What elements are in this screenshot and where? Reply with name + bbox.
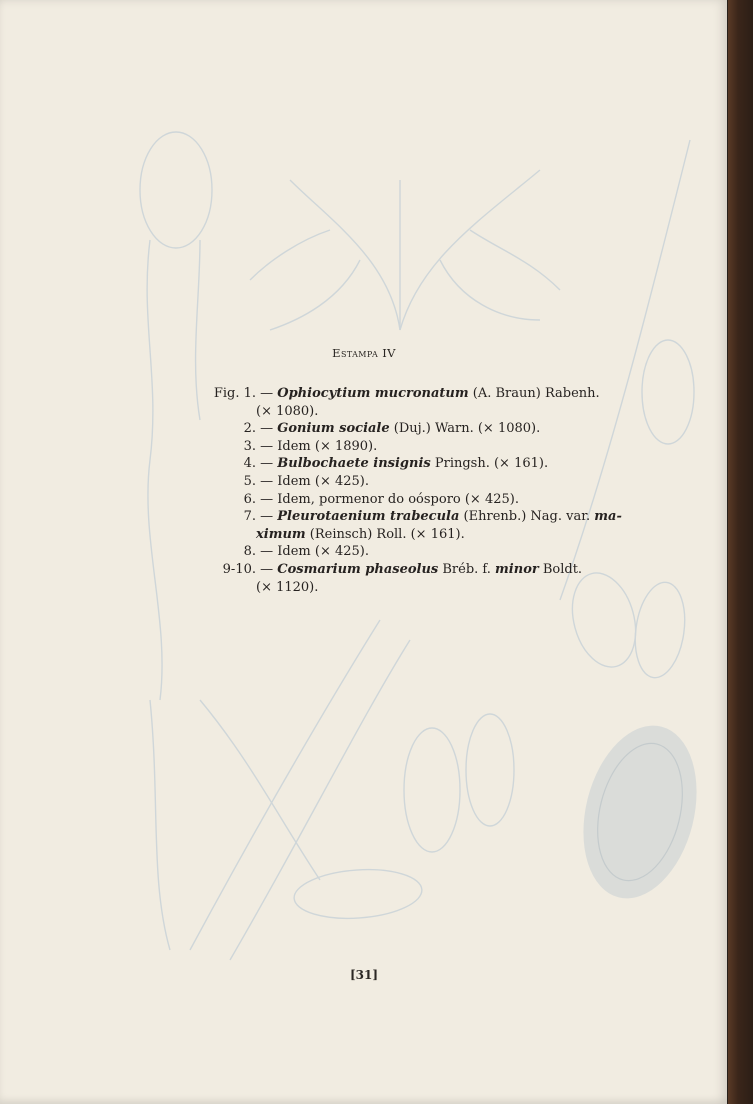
figure-dash: — <box>256 561 278 577</box>
figure-description: Bréb. f. <box>438 561 496 577</box>
page-number: [31] <box>349 968 379 982</box>
figure-entry-2 <box>190 420 650 438</box>
figure-description: Pringsh. (× 161). <box>430 456 549 472</box>
figure-number: 3. <box>243 438 256 454</box>
figure-dash: — <box>256 509 278 525</box>
figure-author: Boldt. <box>538 561 583 577</box>
figure-entry-5 <box>190 473 650 491</box>
figure-taxon: Ophiocytium mucronatum <box>277 386 469 401</box>
figure-entry-3 <box>190 438 650 456</box>
figure-description: Idem (× 425). <box>277 473 369 489</box>
figure-dash: — <box>256 473 278 489</box>
figure-dash: — <box>256 544 278 560</box>
figure-continuation: (× 1120). <box>256 579 319 595</box>
figure-number: 4. <box>243 456 256 472</box>
figure-entry-1 <box>190 385 650 420</box>
figure-continuation: (× 1080). <box>256 403 319 419</box>
plate-heading <box>0 346 728 360</box>
figure-dash: — <box>256 491 278 507</box>
plate-heading-word: Estampa <box>332 346 379 360</box>
figure-taxon: Gonium sociale <box>277 421 390 437</box>
figure-entry-9-10 <box>190 561 650 596</box>
figure-taxon: Bulbochaete insignis <box>277 456 431 472</box>
figure-number: 6. <box>243 491 256 507</box>
figure-number: 8. <box>243 544 256 560</box>
figure-variety-continuation: ximum <box>256 526 306 542</box>
figure-dash: — <box>256 438 278 454</box>
figure-caption-list <box>190 385 650 596</box>
figure-description: (A. Braun) Rabenh. <box>468 386 600 401</box>
figure-number: Fig. 1. <box>213 386 256 401</box>
figure-variety: ma- <box>594 509 622 525</box>
figure-number: 2. <box>243 421 256 437</box>
figure-dash: — <box>256 421 278 437</box>
figure-entry-8 <box>190 543 650 561</box>
figure-form: minor <box>495 561 539 577</box>
figure-taxon: Cosmarium phaseolus <box>277 561 439 577</box>
figure-description: Idem, pormenor do oósporo (× 425). <box>277 491 519 507</box>
figure-description: (Ehrenb.) Nag. var. <box>459 509 595 525</box>
figure-dash: — <box>256 456 278 472</box>
figure-dash: — <box>256 386 278 401</box>
figure-number: 5. <box>243 473 256 489</box>
figure-entry-6 <box>190 491 650 509</box>
figure-number: 7. <box>243 509 256 525</box>
figure-taxon: Pleurotaenium trabecula <box>277 509 460 525</box>
figure-continuation: (Reinsch) Roll. (× 161). <box>305 526 465 542</box>
book-cover-edge <box>728 0 753 1104</box>
figure-description: (Duj.) Warn. (× 1080). <box>389 421 541 437</box>
figure-number: 9-10. <box>222 561 256 577</box>
figure-entry-7 <box>190 508 650 543</box>
plate-heading-number: IV <box>382 346 396 360</box>
figure-description: Idem (× 425). <box>277 544 369 560</box>
figure-entry-4 <box>190 455 650 473</box>
figure-description: Idem (× 1890). <box>277 438 378 454</box>
